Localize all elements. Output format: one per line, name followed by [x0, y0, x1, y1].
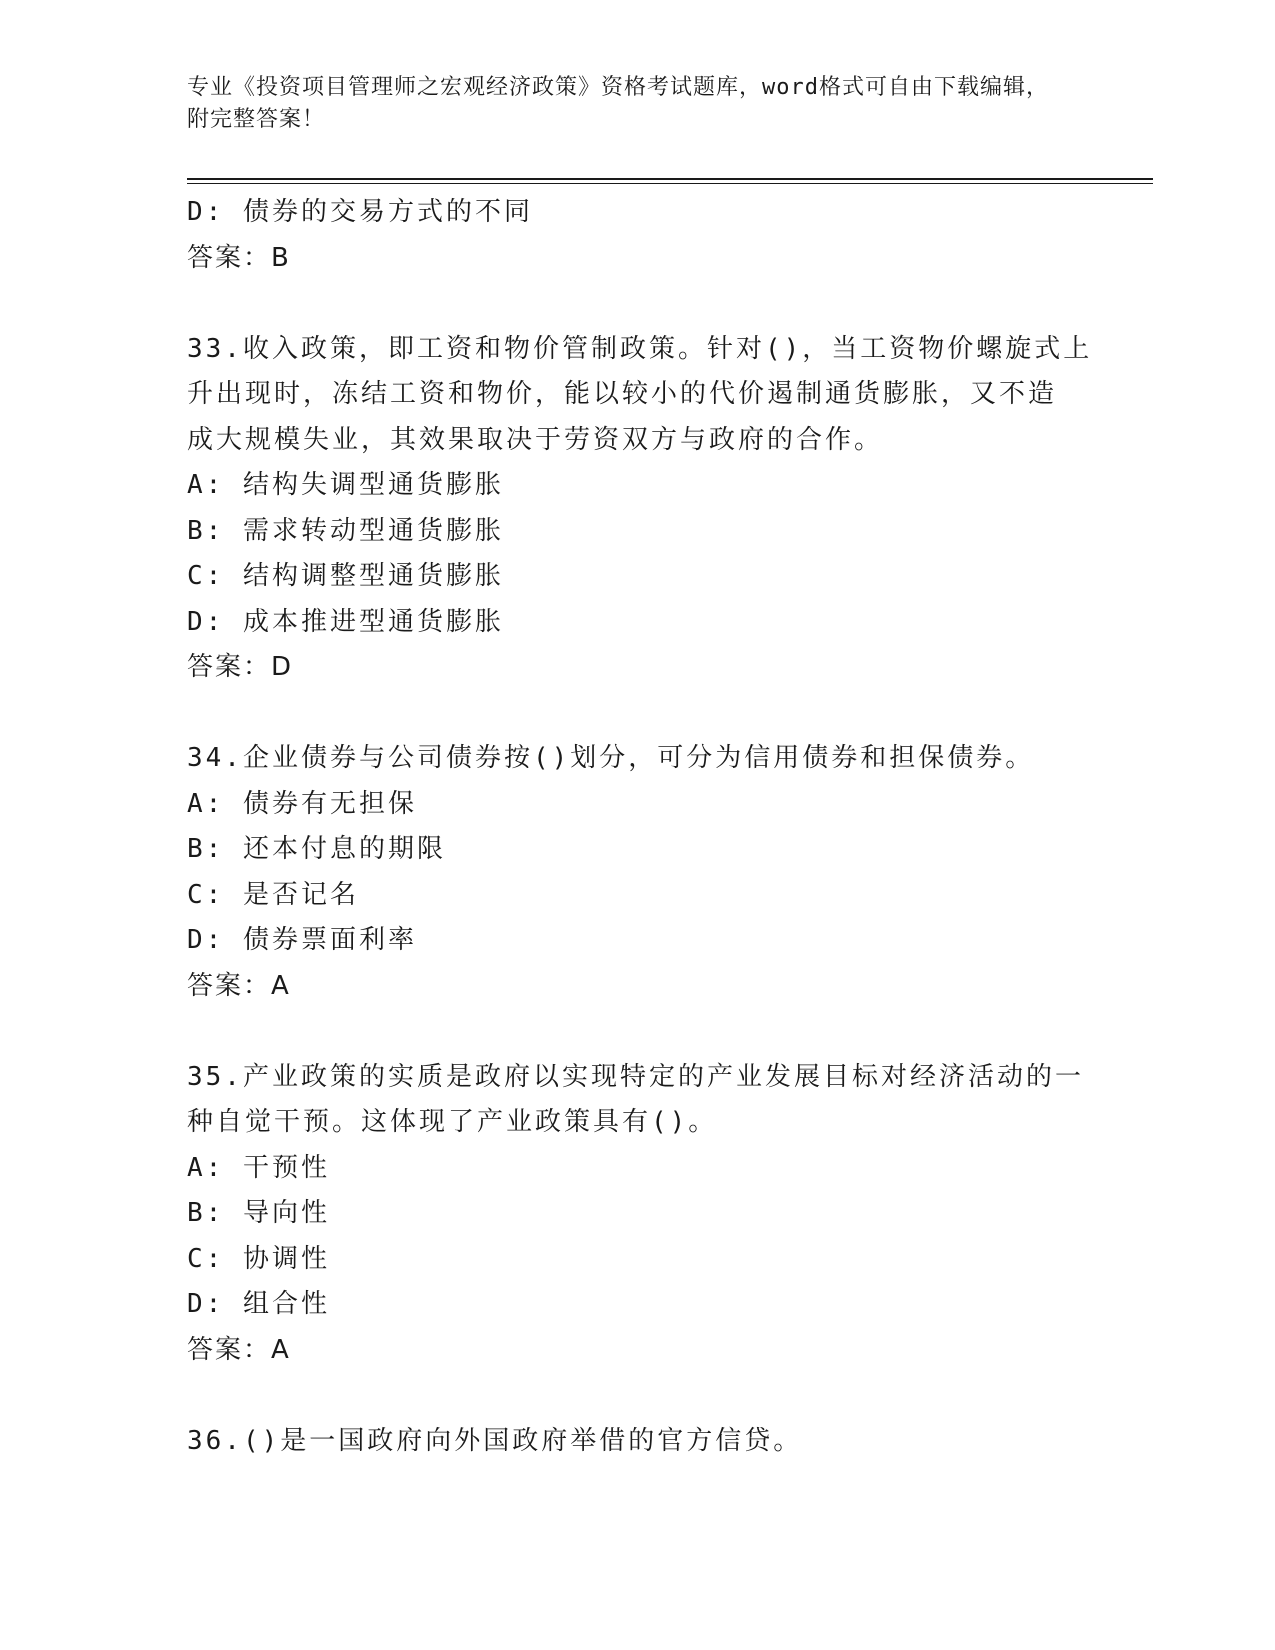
question-34-option-a: A: 债券有无担保 [187, 788, 417, 819]
document-header [187, 72, 1067, 136]
question-35-option-b: B: 导向性 [187, 1198, 330, 1228]
spacer [187, 691, 1087, 737]
question-33-option-d: D: 成本推进型通货膨胀 [187, 606, 504, 637]
question-33-option-c: C: 结构调整型通货膨胀 [187, 561, 504, 591]
question-34 [187, 736, 1087, 1009]
question-36 [187, 1419, 1087, 1465]
question-36-stem-line-1: 36.()是一国政府向外国政府举借的官方信贷。 [187, 1425, 803, 1456]
question-35-option-c: C: 协调性 [187, 1243, 330, 1274]
question-33-option-a: A: 结构失调型通货膨胀 [187, 470, 504, 500]
question-34-stem-line-1: 34.企业债券与公司债券按()划分，可分为信用债券和担保债券。 [187, 743, 1035, 773]
question-33-stem-line-1: 33.收入政策，即工资和物价管制政策。针对()，当工资物价螺旋式上 [187, 333, 1093, 364]
header-text: 专业《投资项目管理师之宏观经济政策》资格考试题库，word格式可自由下载编辑，附完整答案！ [187, 75, 1049, 132]
question-35 [187, 1055, 1087, 1374]
question-33-stem-line-3: 成大规模失业，其效果取决于劳资双方与政府的合作。 [187, 424, 884, 455]
spacer [187, 281, 1087, 327]
continued-answer: 答案：B [187, 242, 291, 273]
continued-option-d: D: 债券的交易方式的不同 [187, 197, 533, 227]
question-34-option-b: B: 还本付息的期限 [187, 834, 446, 864]
question-35-stem-line-1: 35.产业政策的实质是政府以实现特定的产业发展目标对经济活动的一 [187, 1061, 1084, 1092]
header-divider-thick [187, 178, 1153, 180]
question-33 [187, 327, 1093, 691]
question-35-answer: 答案：A [187, 1334, 291, 1365]
question-34-option-c: C: 是否记名 [187, 879, 359, 910]
question-33-stem-line-2: 升出现时，冻结工资和物价，能以较小的代价遏制通货膨胀，又不造 [187, 379, 1058, 409]
question-34-answer: 答案：A [187, 970, 291, 1001]
question-35-option-d: D: 组合性 [187, 1289, 330, 1319]
question-33-option-b: B: 需求转动型通货膨胀 [187, 515, 504, 546]
spacer [187, 1009, 1087, 1055]
header-divider-thin [187, 183, 1153, 184]
spacer [187, 1373, 1087, 1419]
question-34-option-d: D: 债券票面利率 [187, 925, 417, 955]
question-33-answer: 答案：D [187, 652, 294, 682]
question-35-stem-line-2: 种自觉干预。这体现了产业政策具有()。 [187, 1107, 718, 1137]
question-35-option-a: A: 干预性 [187, 1152, 330, 1183]
question-content [187, 190, 1093, 1464]
